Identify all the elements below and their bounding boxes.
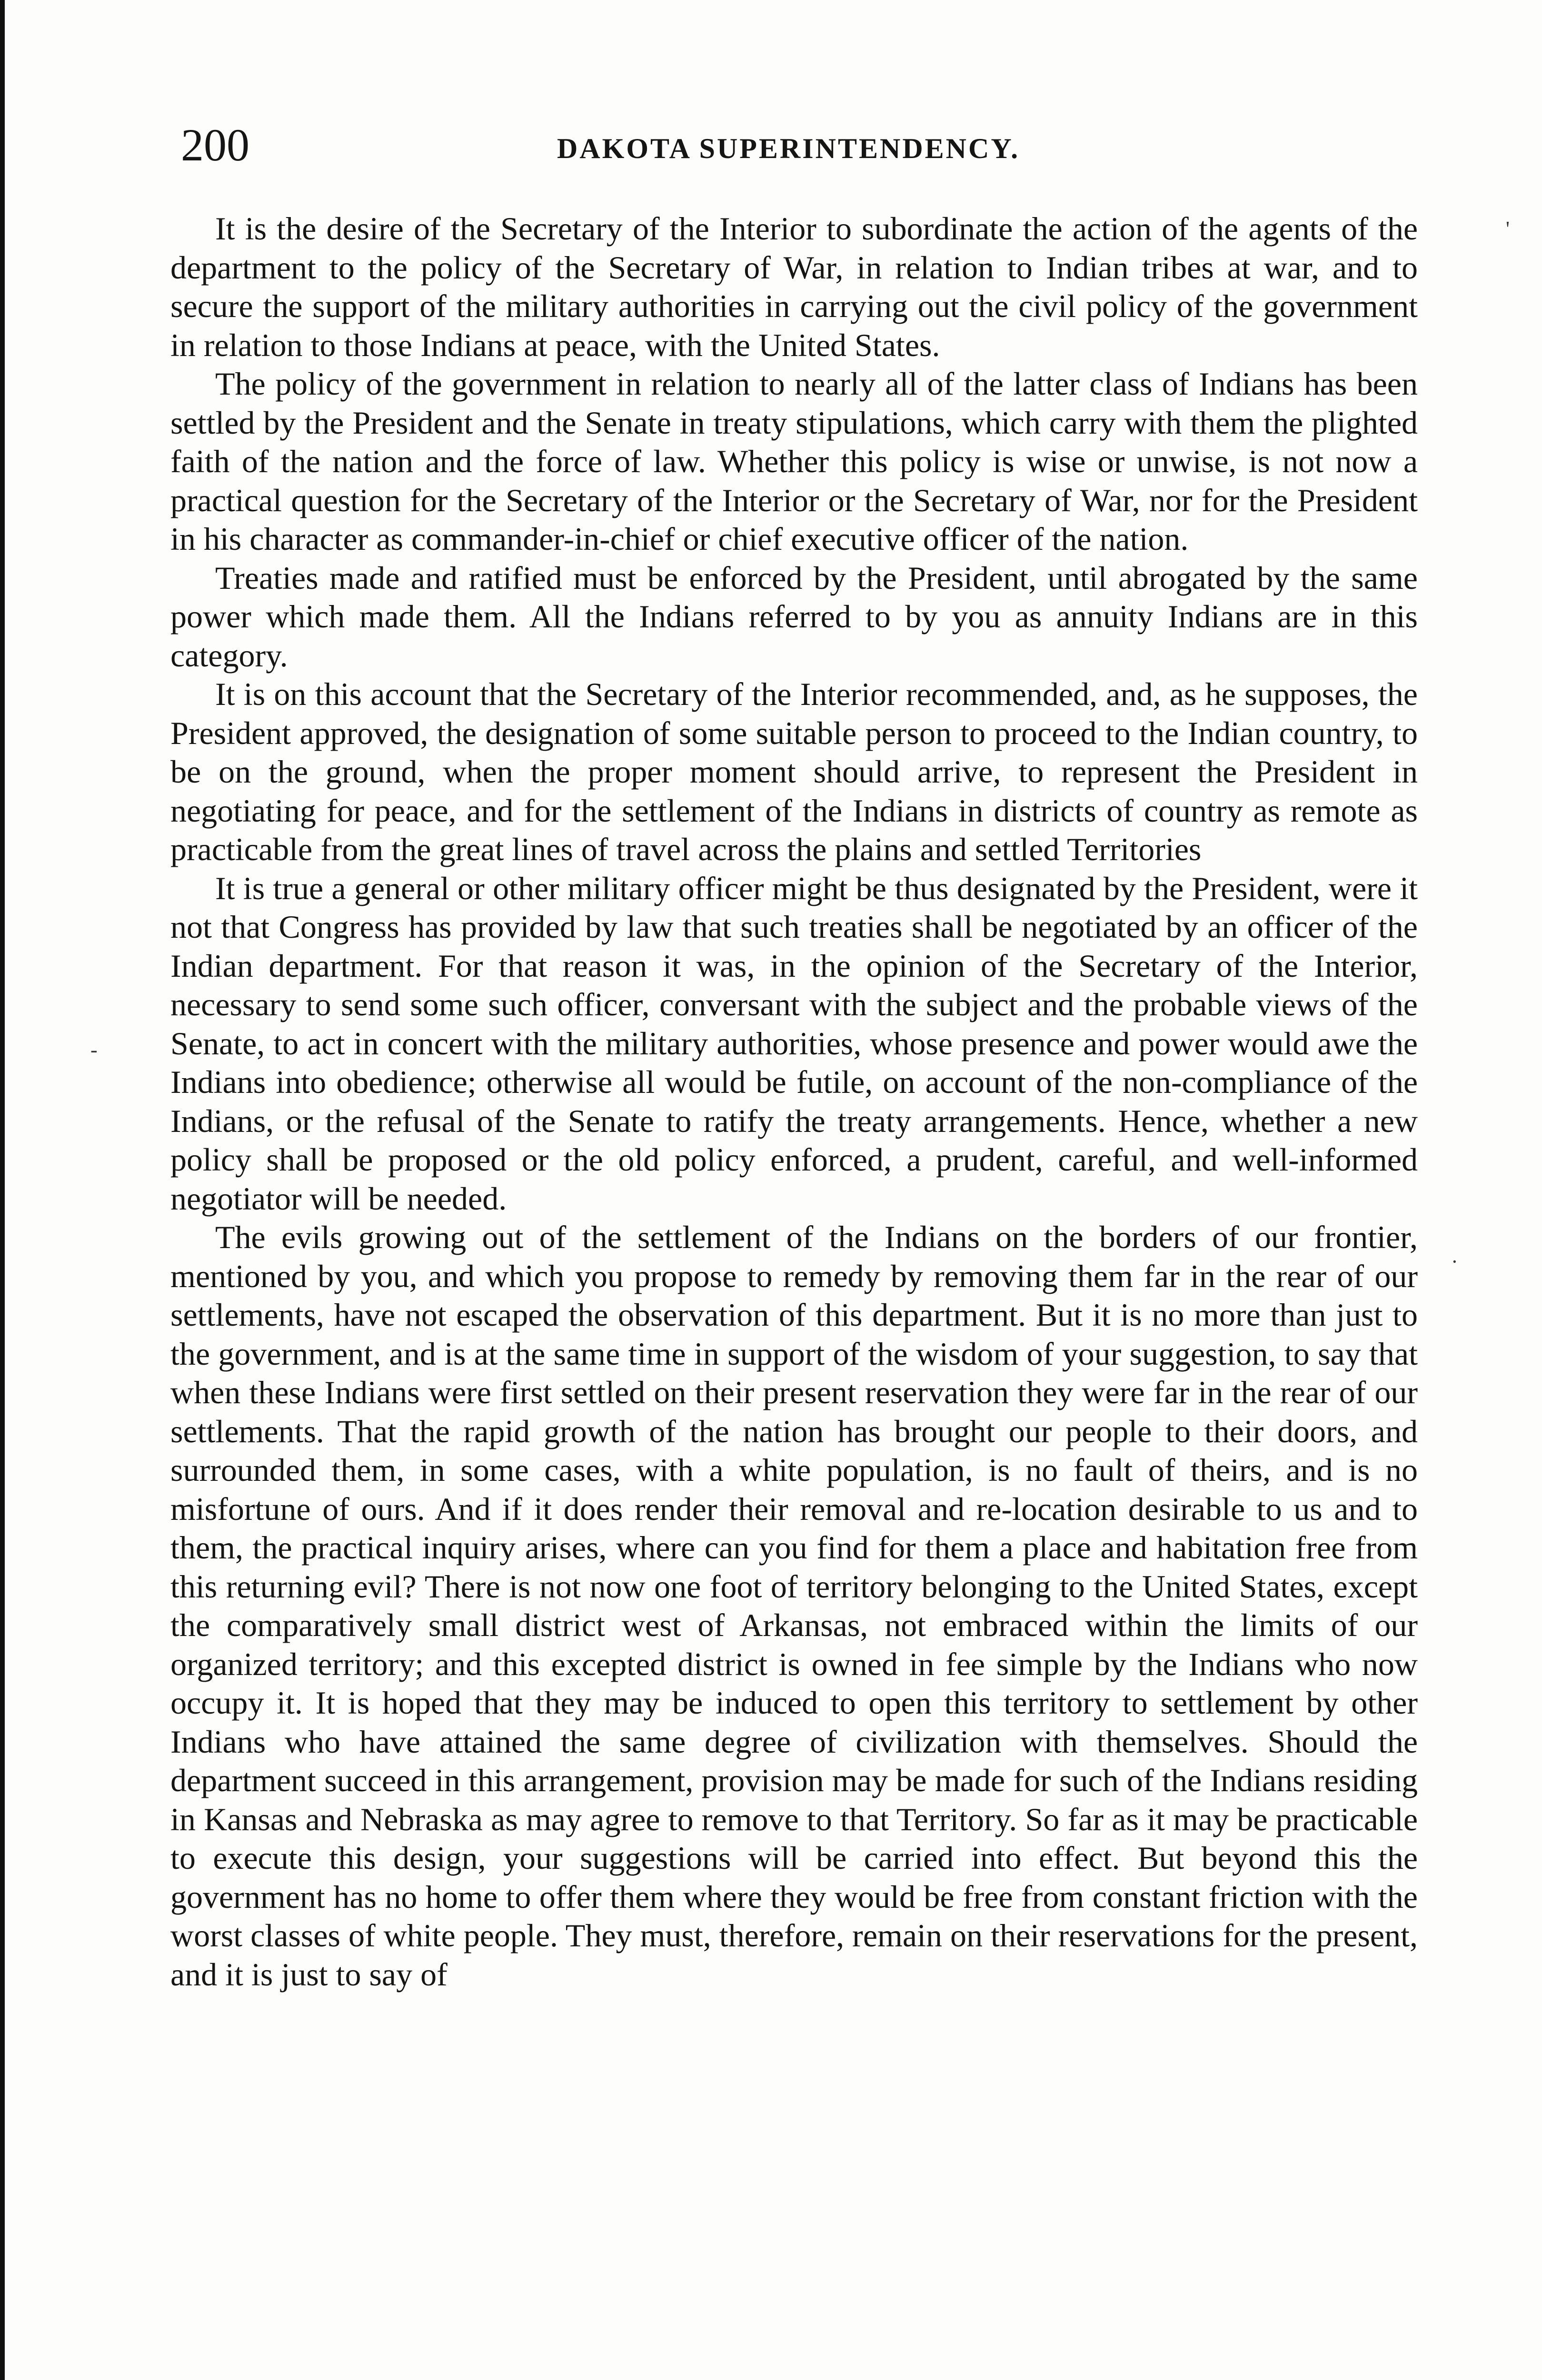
paragraph-3: Treaties made and ratified must be enforced by the President, until abrogated by the same power which made them. All the Indians referred to by you as annuity Indians are in this category. (170, 559, 1418, 674)
paragraph-4: It is on this account that the Secretary of the Interior recommended, and, as he supposes, the President approved, the designation of some suitable person to proceed to the Indian country, to be on the ground, when the proper moment should arrive, to represent the President in negotiating for peace, and for the settlement of the Indians in districts of country as remote as practicable from the great lines of travel across the plains and settled Territories (170, 676, 1418, 867)
page-number: 200 (181, 119, 249, 170)
paragraph-1: It is the desire of the Secretary of the Interior to subordinate the action of the agents of the department to the policy of the Secretary of War, in relation to Indian tribes at war, and to secure the support of the military authorities in carrying out the civil policy of the government in relation to those Indians at peace, with the United States. (170, 210, 1418, 363)
running-head: DAKOTA SUPERINTENDENCY. (557, 133, 1020, 164)
paragraph-2: The policy of the government in relation to nearly all of the latter class of Indians has been settled by the President and the Senate in treaty stipulations, which carry with them the plighted faith of the nation and the force of law. Whether this policy is wise or unwise, is not now a practical question for the Secretary of the Interior or the Secretary of War, nor for the President in his character as commander-in-chief or chief executive officer of the nation. (170, 366, 1418, 557)
page-left-border (0, 0, 5, 2380)
page-header (181, 119, 1419, 171)
margin-mark: ' (1506, 217, 1510, 240)
paragraph-6: The evils growing out of the settlement of the Indians on the borders of our frontier, mentioned by you, and which you propose to remedy by removing them far in the rear of our settlements, have not escaped the observation of this department. But it is no more than just to the government, and is at the same time in support of the wisdom of your suggestion, to say that when these Indians were first settled on their present reservation they were far in the rear of our settlements. That the rapid growth of the nation has brought our people to their doors, and surrounded them, in some cases, with a white population, is no fault of theirs, and is no misfortune of ours. And if it does render their removal and re-location desirable to us and to them, the practical inquiry arises, where can you find for them a place and habitation free from this returning evil? There is not now one foot of territory belonging to the United States, except the comparatively small district west of Arkansas, not embraced within the limits of our organized territory; and this excepted district is owned in fee simple by the Indians who now occupy it. It is hoped that they may be induced to open this territory to settlement by other Indians who have attained the same degree of civilization with themselves. Should the department succeed in this arrangement, provision may be made for such of the Indians residing in Kansas and Nebraska as may agree to remove to that Territory. So far as it may be practicable to execute this design, your suggestions will be carried into effect. But beyond this the government has no home to offer them where they would be free from constant friction with the worst classes of white people. They must, therefore, remain on their reservations for the present, and it is just to say of (170, 1219, 1418, 1993)
paragraph-5: It is true a general or other military officer might be thus designated by the President, were it not that Congress has provided by law that such treaties shall be negotiated by an officer of the Indian department. For that reason it was, in the opinion of the Secretary of the Interior, necessary to send some such officer, conversant with the subject and the probable views of the Senate, to act in concert with the military authorities, whose presence and power would awe the Indians into obedience; otherwise all would be futile, on account of the non-compliance of the Indians, or the refusal of the Senate to ratify the treaty arrangements. Hence, whether a new policy shall be proposed or the old policy enforced, a prudent, careful, and well-informed negotiator will be needed. (170, 870, 1418, 1217)
margin-mark: - (90, 1038, 98, 1061)
margin-mark: · (1451, 1250, 1458, 1273)
body-text (170, 209, 1418, 2380)
